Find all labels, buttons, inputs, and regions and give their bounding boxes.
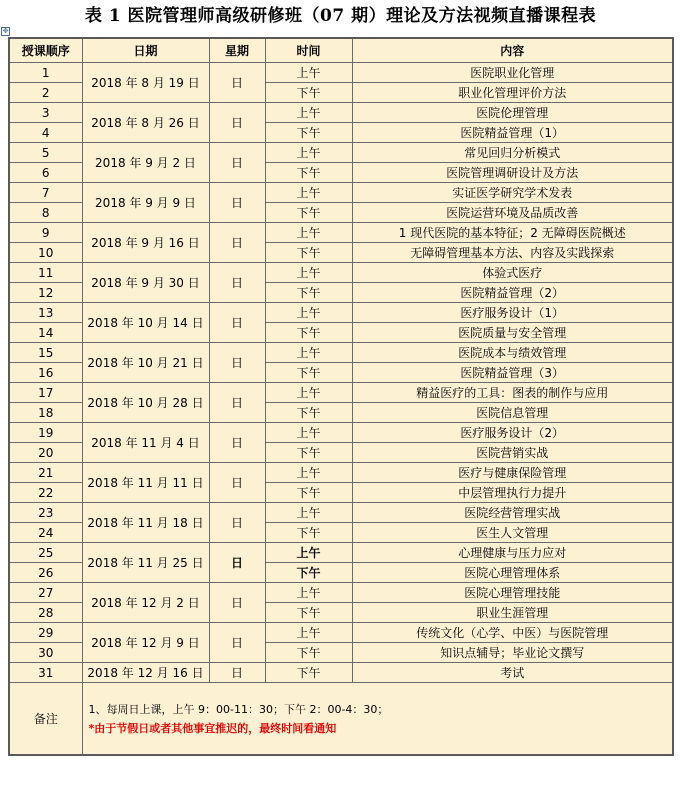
- content-cell: 医生人文管理: [352, 523, 673, 543]
- time-cell: 上午: [265, 143, 352, 163]
- date-cell: 2018 年 8 月 26 日: [82, 103, 209, 143]
- weekday-cell: 日: [209, 663, 265, 683]
- order-cell: 21: [9, 463, 82, 483]
- time-cell: 上午: [265, 183, 352, 203]
- weekday-cell: 日: [209, 143, 265, 183]
- order-cell: 15: [9, 343, 82, 363]
- time-cell: 下午: [265, 83, 352, 103]
- header-content: 内容: [352, 38, 673, 63]
- date-cell: 2018 年 10 月 14 日: [82, 303, 209, 343]
- weekday-cell: 日: [209, 423, 265, 463]
- content-cell: 体验式医疗: [352, 263, 673, 283]
- notes-label: 备注: [9, 683, 82, 756]
- weekday-cell: 日: [209, 103, 265, 143]
- table-row: [9, 423, 673, 443]
- date-cell: 2018 年 9 月 30 日: [82, 263, 209, 303]
- weekday-cell: 日: [209, 63, 265, 103]
- table-row: [9, 303, 673, 323]
- header-order: 授课顺序: [9, 38, 82, 63]
- schedule-body: [9, 63, 673, 683]
- date-cell: 2018 年 12 月 16 日: [82, 663, 209, 683]
- content-cell: 医院精益管理（1）: [352, 123, 673, 143]
- content-cell: 职业生涯管理: [352, 603, 673, 623]
- order-cell: 17: [9, 383, 82, 403]
- weekday-cell: 日: [209, 503, 265, 543]
- order-cell: 13: [9, 303, 82, 323]
- order-cell: 11: [9, 263, 82, 283]
- order-cell: 4: [9, 123, 82, 143]
- order-cell: 30: [9, 643, 82, 663]
- time-cell: 上午: [265, 103, 352, 123]
- content-cell: 医疗与健康保险管理: [352, 463, 673, 483]
- weekday-cell: 日: [209, 343, 265, 383]
- content-cell: 医疗服务设计（1）: [352, 303, 673, 323]
- order-cell: 7: [9, 183, 82, 203]
- time-cell: 下午: [265, 123, 352, 143]
- time-cell: 下午: [265, 323, 352, 343]
- order-cell: 14: [9, 323, 82, 343]
- notes-line-2: *由于节假日或者其他事宜推迟的，最终时间看通知: [88, 721, 337, 735]
- order-cell: 19: [9, 423, 82, 443]
- content-cell: 无障碍管理基本方法、内容及实践探索: [352, 243, 673, 263]
- content-cell: 传统文化（心学、中医）与医院管理: [352, 623, 673, 643]
- content-cell: 中层管理执行力提升: [352, 483, 673, 503]
- order-cell: 28: [9, 603, 82, 623]
- weekday-cell: 日: [209, 623, 265, 663]
- time-cell: 上午: [265, 623, 352, 643]
- content-cell: 医院运营环境及品质改善: [352, 203, 673, 223]
- order-cell: 22: [9, 483, 82, 503]
- time-cell: 下午: [265, 283, 352, 303]
- content-cell: 医院精益管理（3）: [352, 363, 673, 383]
- table-row: [9, 343, 673, 363]
- content-cell: 医院营销实战: [352, 443, 673, 463]
- order-cell: 26: [9, 563, 82, 583]
- header-time: 时间: [265, 38, 352, 63]
- table-row: [9, 463, 673, 483]
- time-cell: 上午: [265, 303, 352, 323]
- weekday-cell: 日: [209, 543, 265, 583]
- time-cell: 上午: [265, 223, 352, 243]
- table-row: [9, 583, 673, 603]
- header-weekday: 星期: [209, 38, 265, 63]
- content-cell: 医院管理调研设计及方法: [352, 163, 673, 183]
- order-cell: 12: [9, 283, 82, 303]
- content-cell: 医院心理管理体系: [352, 563, 673, 583]
- content-cell: 心理健康与压力应对: [352, 543, 673, 563]
- date-cell: 2018 年 11 月 25 日: [82, 543, 209, 583]
- order-cell: 8: [9, 203, 82, 223]
- content-cell: 医院伦理管理: [352, 103, 673, 123]
- time-cell: 下午: [265, 523, 352, 543]
- table-header-row: [9, 38, 673, 63]
- page-title: 表 1 医院管理师高级研修班（07 期）理论及方法视频直播课程表: [84, 6, 597, 26]
- time-cell: 上午: [265, 463, 352, 483]
- time-cell: 下午: [265, 663, 352, 683]
- content-cell: 考试: [352, 663, 673, 683]
- order-cell: 2: [9, 83, 82, 103]
- content-cell: 职业化管理评价方法: [352, 83, 673, 103]
- content-cell: 医院心理管理技能: [352, 583, 673, 603]
- date-cell: 2018 年 8 月 19 日: [82, 63, 209, 103]
- table-row: [9, 543, 673, 563]
- order-cell: 1: [9, 63, 82, 83]
- time-cell: 下午: [265, 483, 352, 503]
- table-row: [9, 663, 673, 683]
- content-cell: 医院成本与绩效管理: [352, 343, 673, 363]
- time-cell: 上午: [265, 383, 352, 403]
- table-row: [9, 183, 673, 203]
- time-cell: 上午: [265, 583, 352, 603]
- content-cell: 实证医学研究学术发表: [352, 183, 673, 203]
- header-date: 日期: [82, 38, 209, 63]
- order-cell: 6: [9, 163, 82, 183]
- content-cell: 医院职业化管理: [352, 63, 673, 83]
- time-cell: 下午: [265, 163, 352, 183]
- date-cell: 2018 年 12 月 9 日: [82, 623, 209, 663]
- notes-row: [9, 683, 673, 756]
- order-cell: 23: [9, 503, 82, 523]
- weekday-cell: 日: [209, 263, 265, 303]
- time-cell: 下午: [265, 403, 352, 423]
- time-cell: 下午: [265, 563, 352, 583]
- weekday-cell: 日: [209, 303, 265, 343]
- order-cell: 3: [9, 103, 82, 123]
- time-cell: 上午: [265, 263, 352, 283]
- weekday-cell: 日: [209, 463, 265, 503]
- table-row: [9, 263, 673, 283]
- weekday-cell: 日: [209, 223, 265, 263]
- time-cell: 下午: [265, 243, 352, 263]
- table-row: [9, 503, 673, 523]
- weekday-cell: 日: [209, 183, 265, 223]
- content-cell: 1 现代医院的基本特征；2 无障碍医院概述: [352, 223, 673, 243]
- order-cell: 16: [9, 363, 82, 383]
- time-cell: 下午: [265, 363, 352, 383]
- order-cell: 27: [9, 583, 82, 603]
- time-cell: 下午: [265, 203, 352, 223]
- order-cell: 24: [9, 523, 82, 543]
- time-cell: 上午: [265, 343, 352, 363]
- order-cell: 10: [9, 243, 82, 263]
- weekday-cell: 日: [209, 583, 265, 623]
- order-cell: 20: [9, 443, 82, 463]
- order-cell: 25: [9, 543, 82, 563]
- date-cell: 2018 年 9 月 16 日: [82, 223, 209, 263]
- content-cell: 常见回归分析模式: [352, 143, 673, 163]
- time-cell: 下午: [265, 603, 352, 623]
- date-cell: 2018 年 9 月 2 日: [82, 143, 209, 183]
- order-cell: 9: [9, 223, 82, 243]
- time-cell: 下午: [265, 643, 352, 663]
- course-schedule-table: [8, 37, 674, 756]
- weekday-cell: 日: [209, 383, 265, 423]
- date-cell: 2018 年 10 月 21 日: [82, 343, 209, 383]
- time-cell: 上午: [265, 503, 352, 523]
- content-cell: 医院精益管理（2）: [352, 283, 673, 303]
- table-row: [9, 623, 673, 643]
- date-cell: 2018 年 11 月 11 日: [82, 463, 209, 503]
- table-row: [9, 223, 673, 243]
- date-cell: 2018 年 11 月 18 日: [82, 503, 209, 543]
- date-cell: 2018 年 10 月 28 日: [82, 383, 209, 423]
- date-cell: 2018 年 11 月 4 日: [82, 423, 209, 463]
- content-cell: 医院质量与安全管理: [352, 323, 673, 343]
- table-row: [9, 383, 673, 403]
- content-cell: 精益医疗的工具：图表的制作与应用: [352, 383, 673, 403]
- order-cell: 5: [9, 143, 82, 163]
- order-cell: 31: [9, 663, 82, 683]
- notes-content: [82, 683, 673, 756]
- content-cell: 医院经营管理实战: [352, 503, 673, 523]
- order-cell: 18: [9, 403, 82, 423]
- time-cell: 上午: [265, 543, 352, 563]
- time-cell: 上午: [265, 63, 352, 83]
- table-row: [9, 103, 673, 123]
- table-anchor-icon[interactable]: ✥: [2, 27, 9, 35]
- content-cell: 医疗服务设计（2）: [352, 423, 673, 443]
- order-cell: 29: [9, 623, 82, 643]
- table-row: [9, 143, 673, 163]
- time-cell: 上午: [265, 423, 352, 443]
- content-cell: 知识点辅导；毕业论文撰写: [352, 643, 673, 663]
- date-cell: 2018 年 12 月 2 日: [82, 583, 209, 623]
- content-cell: 医院信息管理: [352, 403, 673, 423]
- time-cell: 下午: [265, 443, 352, 463]
- table-row: [9, 63, 673, 83]
- date-cell: 2018 年 9 月 9 日: [82, 183, 209, 223]
- notes-line-1: 1、每周日上课，上午 9：00-11：30；下午 2：00-4：30；: [88, 702, 389, 716]
